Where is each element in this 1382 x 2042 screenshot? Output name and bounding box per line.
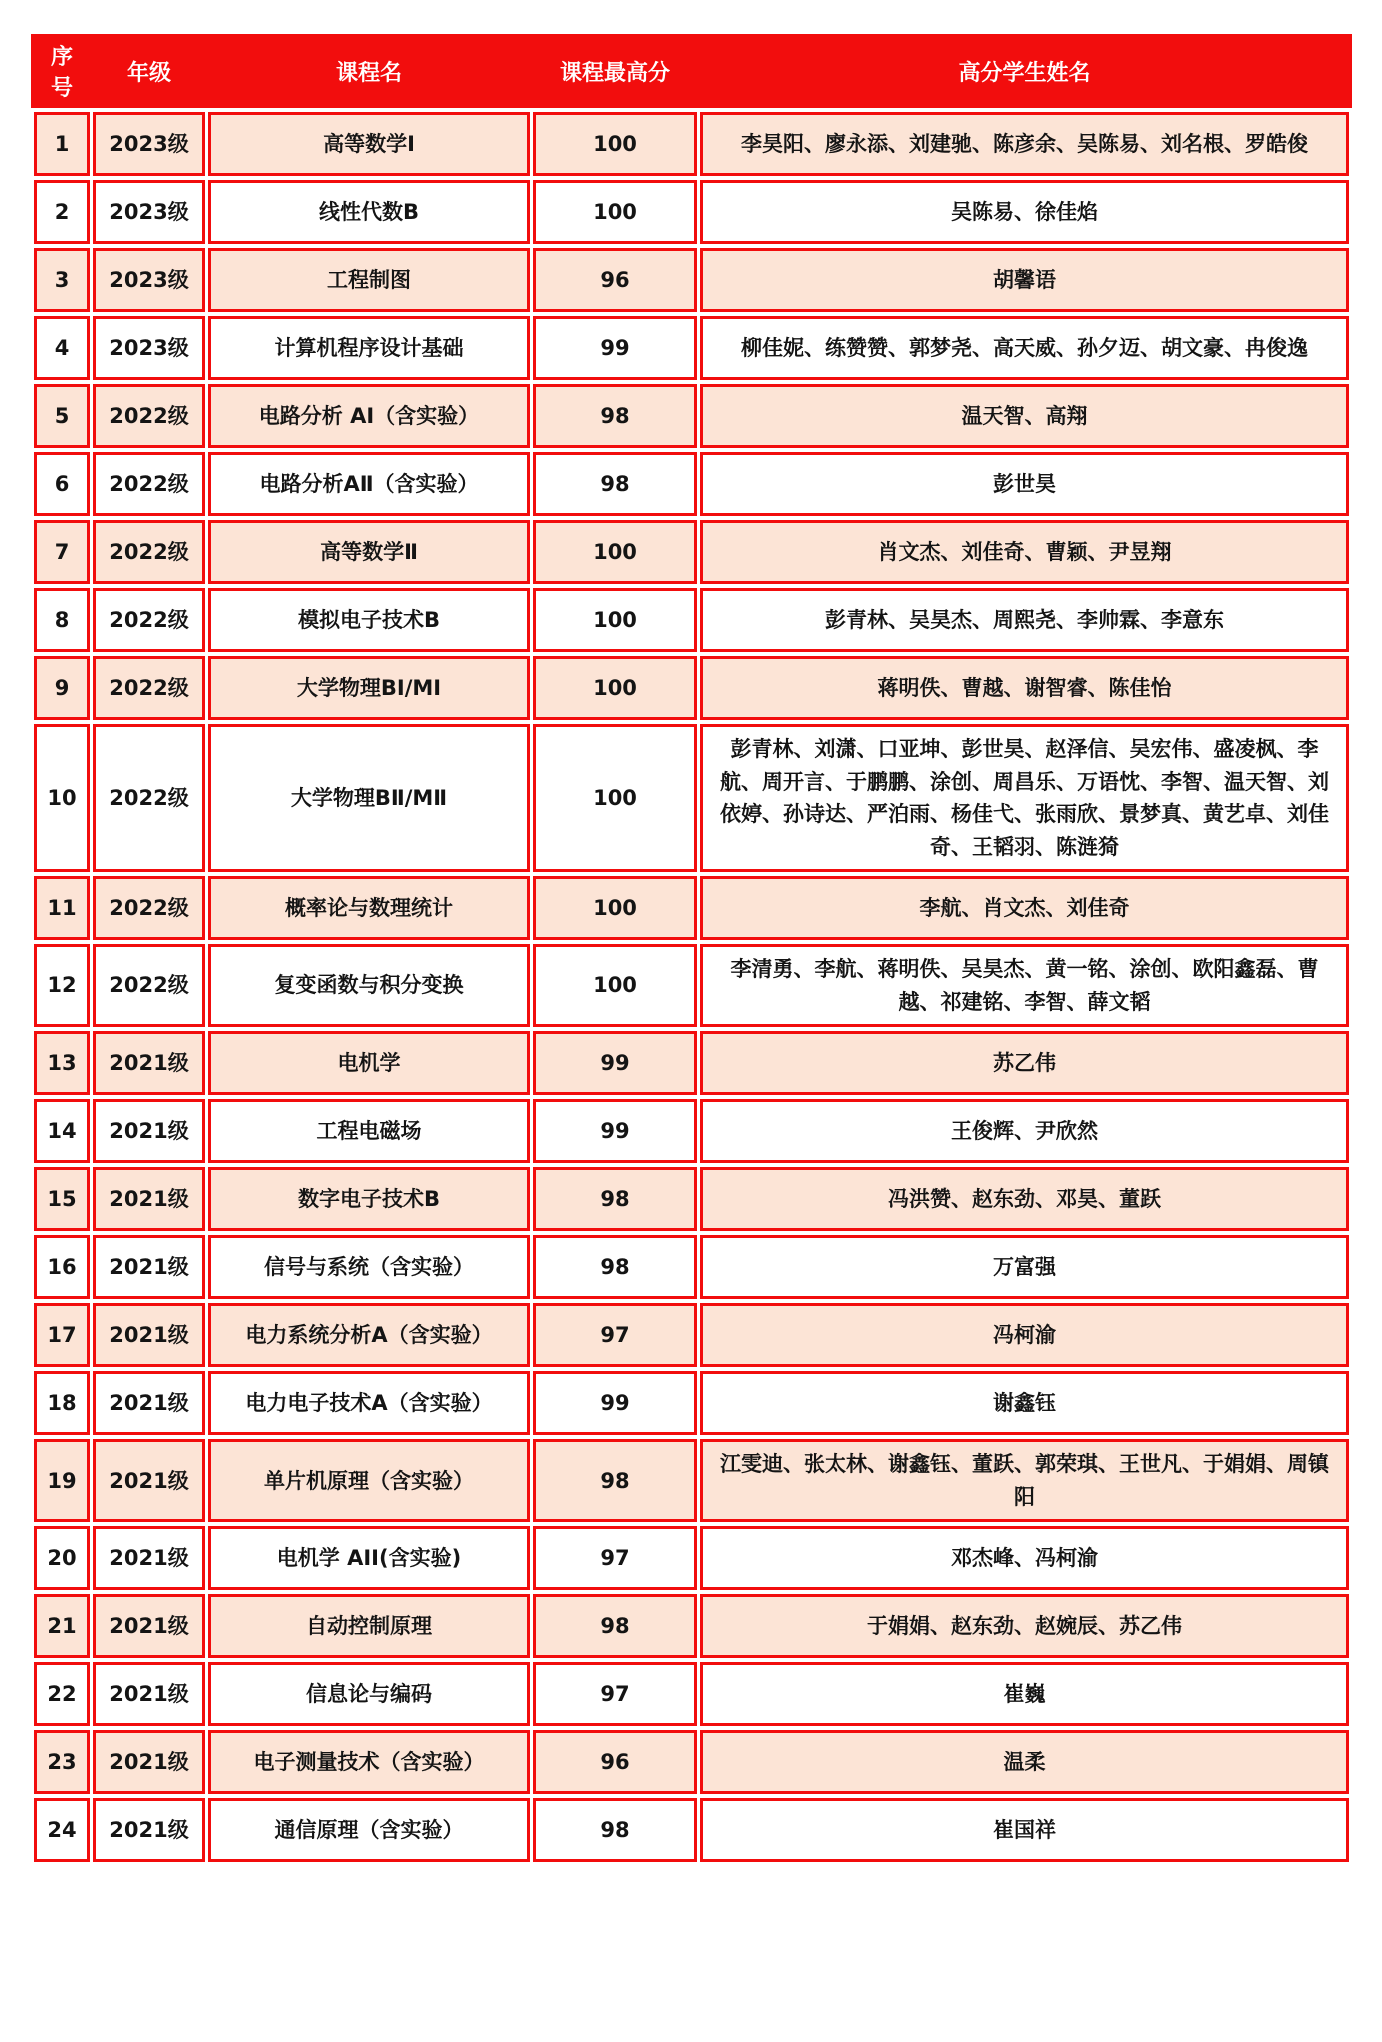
cell-no: 8 (34, 588, 90, 652)
cell-grade: 2021级 (93, 1730, 205, 1794)
header-course: 课程名 (208, 34, 530, 108)
cell-score: 100 (533, 656, 697, 720)
cell-score: 99 (533, 316, 697, 380)
cell-score: 98 (533, 1235, 697, 1299)
header-grade: 年级 (93, 34, 205, 108)
cell-students: 胡馨语 (700, 248, 1349, 312)
cell-grade: 2022级 (93, 452, 205, 516)
table-row (34, 1235, 1349, 1299)
cell-students: 崔国祥 (700, 1798, 1349, 1862)
cell-no: 18 (34, 1371, 90, 1435)
table-header (34, 34, 1349, 108)
cell-no: 4 (34, 316, 90, 380)
cell-course: 电路分析 AI（含实验） (208, 384, 530, 448)
cell-no: 17 (34, 1303, 90, 1367)
cell-students: 冯洪赞、赵东劲、邓昊、董跃 (700, 1167, 1349, 1231)
cell-score: 98 (533, 1594, 697, 1658)
course-highest-score-table (31, 30, 1352, 1866)
cell-course: 自动控制原理 (208, 1594, 530, 1658)
cell-course: 大学物理BⅡ/MⅡ (208, 724, 530, 872)
cell-students: 柳佳妮、练赞赞、郭梦尧、高天威、孙夕迈、胡文豪、冉俊逸 (700, 316, 1349, 380)
cell-course: 电子测量技术（含实验） (208, 1730, 530, 1794)
cell-course: 计算机程序设计基础 (208, 316, 530, 380)
table-row (34, 316, 1349, 380)
cell-grade: 2021级 (93, 1439, 205, 1522)
header-row (34, 34, 1349, 108)
cell-no: 20 (34, 1526, 90, 1590)
cell-students: 冯柯渝 (700, 1303, 1349, 1367)
cell-students: 王俊辉、尹欣然 (700, 1099, 1349, 1163)
table-row (34, 944, 1349, 1027)
cell-students: 于娟娟、赵东劲、赵婉辰、苏乙伟 (700, 1594, 1349, 1658)
cell-grade: 2022级 (93, 656, 205, 720)
cell-score: 99 (533, 1099, 697, 1163)
table-row (34, 1594, 1349, 1658)
cell-no: 6 (34, 452, 90, 516)
cell-no: 11 (34, 876, 90, 940)
cell-grade: 2021级 (93, 1167, 205, 1231)
cell-grade: 2021级 (93, 1371, 205, 1435)
table-row (34, 384, 1349, 448)
cell-grade: 2021级 (93, 1798, 205, 1862)
cell-grade: 2022级 (93, 520, 205, 584)
cell-no: 7 (34, 520, 90, 584)
table-row (34, 1526, 1349, 1590)
header-students: 高分学生姓名 (700, 34, 1349, 108)
table-row (34, 520, 1349, 584)
cell-course: 电机学 (208, 1031, 530, 1095)
cell-course: 工程制图 (208, 248, 530, 312)
cell-no: 15 (34, 1167, 90, 1231)
table-row (34, 1099, 1349, 1163)
table-row (34, 1798, 1349, 1862)
cell-no: 22 (34, 1662, 90, 1726)
cell-course: 复变函数与积分变换 (208, 944, 530, 1027)
cell-score: 100 (533, 724, 697, 872)
cell-students: 彭青林、刘潇、口亚坤、彭世昊、赵泽信、吴宏伟、盛凌枫、李航、周开言、于鹏鹏、涂创、周昌乐、万语忱、李智、温天智、刘依婷、孙诗达、严泊雨、杨佳弋、张雨欣、景梦真、黄艺卓、刘佳奇、王韬羽、陈涟猗 (700, 724, 1349, 872)
cell-students: 万富强 (700, 1235, 1349, 1299)
cell-no: 12 (34, 944, 90, 1027)
cell-no: 23 (34, 1730, 90, 1794)
table-row (34, 1662, 1349, 1726)
header-no: 序号 (34, 34, 90, 108)
cell-students: 李航、肖文杰、刘佳奇 (700, 876, 1349, 940)
cell-score: 100 (533, 180, 697, 244)
cell-no: 9 (34, 656, 90, 720)
cell-no: 3 (34, 248, 90, 312)
cell-score: 97 (533, 1303, 697, 1367)
cell-students: 苏乙伟 (700, 1031, 1349, 1095)
table-row (34, 180, 1349, 244)
cell-score: 98 (533, 452, 697, 516)
cell-course: 高等数学Ⅰ (208, 112, 530, 176)
cell-students: 江雯迪、张太林、谢鑫钰、董跃、郭荣琪、王世凡、于娟娟、周镇阳 (700, 1439, 1349, 1522)
cell-score: 98 (533, 1798, 697, 1862)
cell-grade: 2021级 (93, 1303, 205, 1367)
cell-course: 单片机原理（含实验） (208, 1439, 530, 1522)
cell-score: 96 (533, 248, 697, 312)
cell-grade: 2021级 (93, 1594, 205, 1658)
cell-grade: 2023级 (93, 248, 205, 312)
cell-score: 98 (533, 1439, 697, 1522)
cell-grade: 2022级 (93, 588, 205, 652)
cell-students: 温天智、高翔 (700, 384, 1349, 448)
cell-course: 数字电子技术B (208, 1167, 530, 1231)
cell-no: 24 (34, 1798, 90, 1862)
cell-no: 14 (34, 1099, 90, 1163)
cell-students: 肖文杰、刘佳奇、曹颖、尹昱翔 (700, 520, 1349, 584)
table-row (34, 588, 1349, 652)
cell-students: 彭世昊 (700, 452, 1349, 516)
cell-grade: 2022级 (93, 384, 205, 448)
cell-score: 100 (533, 520, 697, 584)
cell-no: 10 (34, 724, 90, 872)
table-row (34, 1303, 1349, 1367)
cell-grade: 2021级 (93, 1099, 205, 1163)
table-row (34, 656, 1349, 720)
table-row (34, 1167, 1349, 1231)
cell-no: 5 (34, 384, 90, 448)
cell-course: 高等数学Ⅱ (208, 520, 530, 584)
table-row (34, 1031, 1349, 1095)
cell-students: 李昊阳、廖永添、刘建驰、陈彦余、吴陈易、刘名根、罗皓俊 (700, 112, 1349, 176)
cell-no: 2 (34, 180, 90, 244)
cell-course: 电路分析AⅡ（含实验） (208, 452, 530, 516)
cell-course: 信号与系统（含实验） (208, 1235, 530, 1299)
cell-score: 97 (533, 1526, 697, 1590)
cell-students: 邓杰峰、冯柯渝 (700, 1526, 1349, 1590)
cell-course: 模拟电子技术B (208, 588, 530, 652)
cell-grade: 2021级 (93, 1235, 205, 1299)
cell-score: 98 (533, 384, 697, 448)
cell-course: 大学物理BⅠ/MⅠ (208, 656, 530, 720)
table-row (34, 876, 1349, 940)
table-row (34, 1371, 1349, 1435)
cell-grade: 2022级 (93, 724, 205, 872)
cell-score: 100 (533, 944, 697, 1027)
cell-students: 谢鑫钰 (700, 1371, 1349, 1435)
cell-score: 99 (533, 1031, 697, 1095)
cell-no: 19 (34, 1439, 90, 1522)
cell-grade: 2023级 (93, 180, 205, 244)
cell-course: 电机学 AII(含实验) (208, 1526, 530, 1590)
cell-students: 吴陈易、徐佳焰 (700, 180, 1349, 244)
cell-score: 100 (533, 588, 697, 652)
table-row (34, 724, 1349, 872)
cell-score: 99 (533, 1371, 697, 1435)
cell-students: 崔巍 (700, 1662, 1349, 1726)
cell-course: 电力电子技术A（含实验） (208, 1371, 530, 1435)
table-row (34, 1439, 1349, 1522)
cell-score: 98 (533, 1167, 697, 1231)
table-row (34, 248, 1349, 312)
cell-course: 电力系统分析A（含实验） (208, 1303, 530, 1367)
cell-no: 1 (34, 112, 90, 176)
cell-course: 通信原理（含实验） (208, 1798, 530, 1862)
cell-grade: 2021级 (93, 1526, 205, 1590)
cell-students: 蒋明佚、曹越、谢智睿、陈佳怡 (700, 656, 1349, 720)
cell-course: 工程电磁场 (208, 1099, 530, 1163)
table-body (34, 112, 1349, 1862)
cell-course: 线性代数B (208, 180, 530, 244)
cell-grade: 2023级 (93, 112, 205, 176)
cell-score: 100 (533, 112, 697, 176)
cell-grade: 2022级 (93, 944, 205, 1027)
cell-score: 100 (533, 876, 697, 940)
table-row (34, 1730, 1349, 1794)
header-score: 课程最高分 (533, 34, 697, 108)
cell-course: 信息论与编码 (208, 1662, 530, 1726)
cell-grade: 2021级 (93, 1662, 205, 1726)
cell-course: 概率论与数理统计 (208, 876, 530, 940)
cell-students: 彭青林、吴昊杰、周熙尧、李帅霖、李意东 (700, 588, 1349, 652)
cell-students: 李清勇、李航、蒋明佚、吴昊杰、黄一铭、涂创、欧阳鑫磊、曹越、祁建铭、李智、薛文韬 (700, 944, 1349, 1027)
cell-no: 13 (34, 1031, 90, 1095)
cell-no: 21 (34, 1594, 90, 1658)
table-row (34, 452, 1349, 516)
cell-grade: 2021级 (93, 1031, 205, 1095)
cell-students: 温柔 (700, 1730, 1349, 1794)
cell-grade: 2022级 (93, 876, 205, 940)
cell-score: 96 (533, 1730, 697, 1794)
cell-no: 16 (34, 1235, 90, 1299)
cell-score: 97 (533, 1662, 697, 1726)
cell-grade: 2023级 (93, 316, 205, 380)
table-row (34, 112, 1349, 176)
